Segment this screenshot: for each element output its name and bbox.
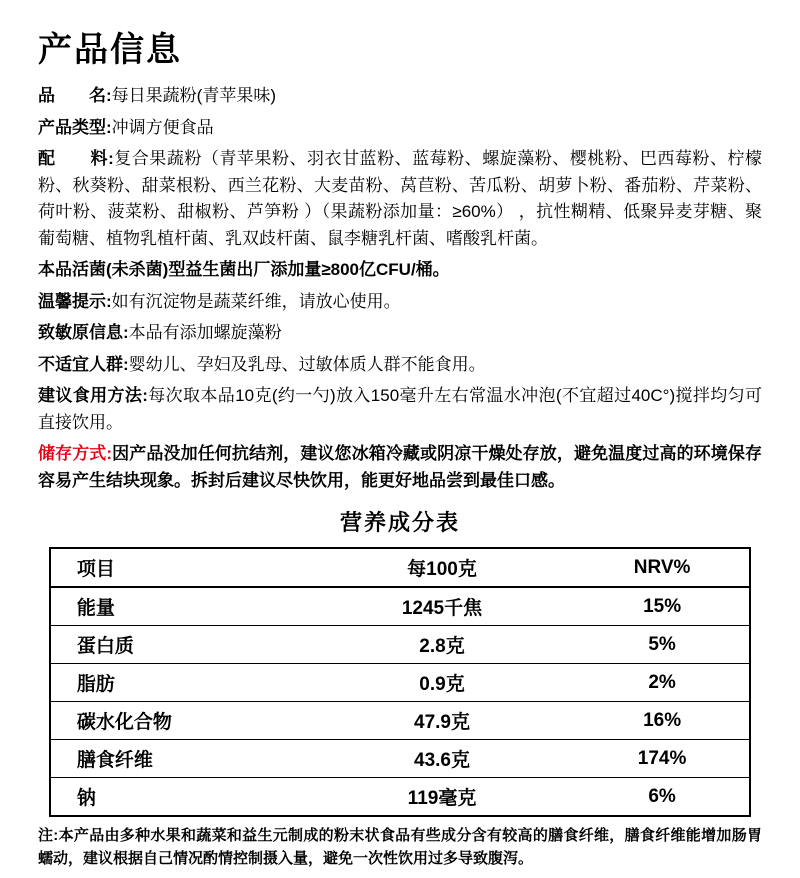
storage-label: 储存方式:	[38, 444, 113, 464]
nutrition-table	[49, 547, 751, 817]
nutrition-cell-item: 膳食纤维	[76, 750, 153, 772]
page-title: 产品信息	[38, 31, 182, 69]
footnote	[38, 825, 762, 870]
nutrition-cell-item: 蛋白质	[76, 636, 134, 658]
tips-label: 温馨提示:	[38, 291, 112, 311]
nutrition-cell-per100g: 0.9克	[419, 674, 465, 696]
usage-value: 每次取本品10克(约一勺)放入150毫升左右常温水冲泡(不宜超过40C°)搅拌均匀可直接饮用。	[38, 386, 762, 432]
nutrition-cell-item: 钠	[76, 788, 96, 810]
nutrition-cell-nrv: 2%	[648, 671, 676, 693]
product-name-label: 品 名:	[38, 86, 112, 105]
allergen-value: 本品有添加螺旋藻粉	[128, 323, 282, 343]
storage-row	[38, 441, 762, 494]
nutrition-table-title: 营养成分表	[339, 510, 460, 536]
table-row	[50, 740, 750, 778]
nutrition-cell-nrv: 6%	[648, 785, 676, 807]
nutrition-cell-per100g: 119毫克	[407, 788, 477, 810]
nutrition-cell-per100g: 43.6克	[414, 750, 470, 772]
allergen-label: 致敏原信息:	[38, 323, 129, 343]
nutrition-header-item: 项目	[76, 559, 115, 581]
product-type-row	[38, 115, 762, 142]
product-name-row	[38, 83, 762, 110]
table-row	[50, 664, 750, 702]
nutrition-cell-item: 碳水化合物	[76, 712, 172, 734]
product-type-value: 冲调方便食品	[111, 117, 214, 137]
table-row	[50, 702, 750, 740]
usage-row	[38, 383, 762, 436]
nutrition-cell-nrv: 5%	[648, 633, 676, 655]
product-name-value: 每日果蔬粉(青苹果味)	[111, 86, 276, 105]
unsuitable-row	[38, 352, 762, 379]
allergen-row	[38, 320, 762, 347]
nutrition-header-row	[50, 548, 750, 587]
tips-row	[38, 289, 762, 316]
nutrition-cell-item: 脂肪	[76, 674, 115, 696]
table-row	[50, 778, 750, 817]
table-row	[50, 626, 750, 664]
probiotic-line: 本品活菌(未杀菌)型益生菌出厂添加量≥800亿CFU/桶。	[38, 260, 450, 280]
product-type-label: 产品类型:	[38, 117, 112, 137]
ingredients-row	[38, 146, 762, 252]
storage-value: 因产品没加任何抗结剂，建议您冰箱冷藏或阴凉干燥处存放，避免温度过高的环境保存容易产生结块现象。拆封后建议尽快饮用，能更好地品尝到最佳口感。	[38, 444, 762, 490]
nutrition-header-per100g: 每100克	[407, 559, 477, 581]
nutrition-cell-per100g: 47.9克	[414, 712, 470, 734]
usage-label: 建议食用方法:	[38, 386, 148, 406]
nutrition-cell-nrv: 15%	[643, 595, 682, 617]
nutrition-cell-item: 能量	[76, 598, 115, 620]
nutrition-cell-nrv: 16%	[643, 709, 682, 731]
nutrition-cell-per100g: 2.8克	[419, 636, 465, 658]
table-row	[50, 587, 750, 626]
unsuitable-value: 婴幼儿、孕妇及乳母、过敏体质人群不能食用。	[128, 354, 486, 374]
unsuitable-label: 不适宜人群:	[38, 354, 129, 374]
footnote-label: 注:	[38, 827, 59, 845]
tips-value: 如有沉淀物是蔬菜纤维，请放心使用。	[111, 291, 401, 311]
nutrition-cell-nrv: 174%	[637, 747, 687, 769]
ingredients-label: 配 料:	[38, 149, 114, 169]
footnote-text: 本产品由多种水果和蔬菜和益生元制成的粉末状食品有些成分含有较高的膳食纤维，膳食纤维能增加肠胃蠕动，建议根据自己情况酌情控制摄入量，避免一次性饮用过多导致腹泻。	[38, 827, 762, 867]
nutrition-cell-per100g: 1245千焦	[401, 598, 483, 620]
ingredients-value: 复合果蔬粉（青苹果粉、羽衣甘蓝粉、蓝莓粉、螺旋藻粉、樱桃粉、巴西莓粉、柠檬粉、秋葵粉、甜菜根粉、西兰花粉、大麦苗粉、莴苣粉、苦瓜粉、胡萝卜粉、番茄粉、芹菜粉、荷叶粉、菠菜粉、甜椒粉、芦笋粉 ）（果蔬粉添加量：≥60%） ，抗性糊精、低聚异麦芽糖、聚葡萄糖、植物乳植杆菌、乳双歧杆菌、鼠李糖乳杆菌、嗜酸乳杆菌。	[38, 149, 762, 248]
nutrition-header-nrv: NRV%	[633, 556, 691, 578]
